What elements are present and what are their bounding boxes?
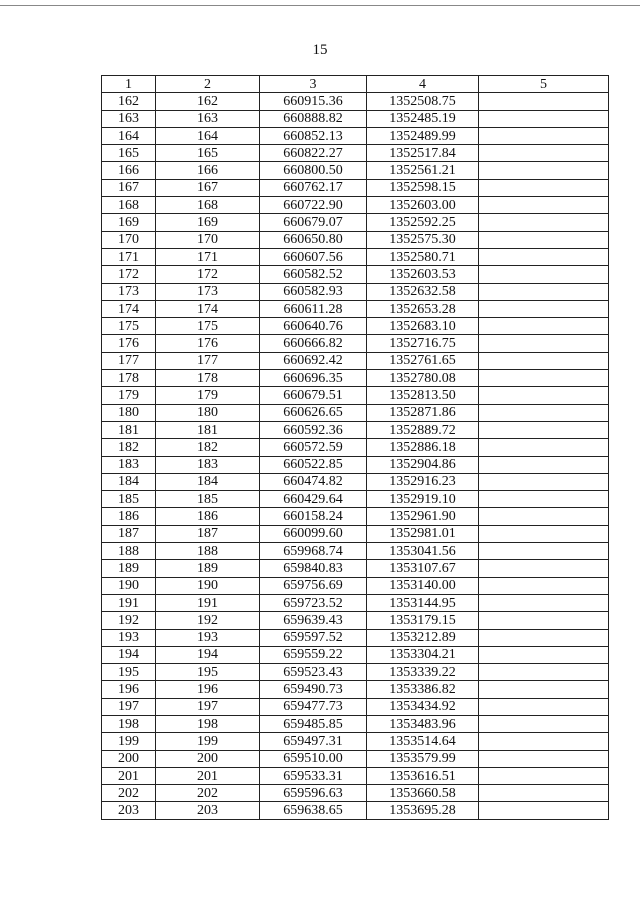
table-cell: 1353579.99 (367, 750, 479, 767)
table-cell: 192 (156, 612, 260, 629)
table-cell (479, 231, 609, 248)
table-row (102, 421, 609, 438)
table-cell: 1352761.65 (367, 352, 479, 369)
table-row (102, 767, 609, 784)
table-cell: 660888.82 (260, 110, 367, 127)
table-cell: 1352603.00 (367, 197, 479, 214)
table-cell (479, 629, 609, 646)
table-cell: 1353144.95 (367, 594, 479, 611)
table-cell (479, 767, 609, 784)
table-cell: 193 (102, 629, 156, 646)
table-cell: 183 (102, 456, 156, 473)
table-cell (479, 283, 609, 300)
table-row (102, 318, 609, 335)
table-cell: 659477.73 (260, 698, 367, 715)
table-cell: 1353514.64 (367, 733, 479, 750)
table-cell: 202 (156, 785, 260, 802)
table-row (102, 560, 609, 577)
table-cell: 1352916.23 (367, 473, 479, 490)
table-cell: 1352919.10 (367, 491, 479, 508)
table-cell: 173 (102, 283, 156, 300)
table-cell: 1353140.00 (367, 577, 479, 594)
table-row (102, 577, 609, 594)
table-cell: 660592.36 (260, 421, 367, 438)
table-cell: 1352603.53 (367, 266, 479, 283)
table-cell: 660650.80 (260, 231, 367, 248)
table-cell: 166 (156, 162, 260, 179)
table-cell: 180 (156, 404, 260, 421)
table-row (102, 404, 609, 421)
table-cell: 203 (102, 802, 156, 819)
table-cell: 1352632.58 (367, 283, 479, 300)
table-cell: 1352592.25 (367, 214, 479, 231)
table-cell: 170 (102, 231, 156, 248)
table-cell: 167 (102, 179, 156, 196)
table-body (102, 93, 609, 819)
table-row (102, 145, 609, 162)
table-row (102, 681, 609, 698)
table-cell (479, 473, 609, 490)
column-header: 3 (260, 76, 367, 93)
table-cell: 175 (102, 318, 156, 335)
top-rule (0, 5, 640, 6)
table-cell: 660666.82 (260, 335, 367, 352)
table-cell: 660640.76 (260, 318, 367, 335)
table-cell (479, 525, 609, 542)
table-cell: 179 (102, 387, 156, 404)
table-row (102, 733, 609, 750)
table-cell: 1352813.50 (367, 387, 479, 404)
table-row (102, 750, 609, 767)
table-cell (479, 785, 609, 802)
table-cell (479, 387, 609, 404)
table-cell: 1352780.08 (367, 370, 479, 387)
table-cell: 659533.31 (260, 767, 367, 784)
table-cell: 660722.90 (260, 197, 367, 214)
table-row (102, 231, 609, 248)
table-cell (479, 370, 609, 387)
table-cell (479, 179, 609, 196)
table-cell: 163 (156, 110, 260, 127)
table-cell: 1353107.67 (367, 560, 479, 577)
table-cell: 660692.42 (260, 352, 367, 369)
table-cell: 659490.73 (260, 681, 367, 698)
table-cell (479, 543, 609, 560)
table-cell: 173 (156, 283, 260, 300)
table-cell: 1352598.15 (367, 179, 479, 196)
table-cell (479, 715, 609, 732)
table-cell (479, 352, 609, 369)
table-cell: 202 (102, 785, 156, 802)
table-cell (479, 612, 609, 629)
table-row (102, 664, 609, 681)
table-cell: 659638.65 (260, 802, 367, 819)
table-cell: 181 (156, 421, 260, 438)
table-cell: 192 (102, 612, 156, 629)
table-cell: 1353434.92 (367, 698, 479, 715)
table-cell (479, 750, 609, 767)
table-cell: 195 (156, 664, 260, 681)
table-cell (479, 145, 609, 162)
table-cell: 200 (156, 750, 260, 767)
table-cell: 1352575.30 (367, 231, 479, 248)
table-row (102, 387, 609, 404)
table-cell: 1353386.82 (367, 681, 479, 698)
table-cell: 1352886.18 (367, 439, 479, 456)
table-cell: 1352716.75 (367, 335, 479, 352)
table-cell: 659968.74 (260, 543, 367, 560)
table-cell: 199 (102, 733, 156, 750)
table-cell: 189 (156, 560, 260, 577)
table-cell: 659497.31 (260, 733, 367, 750)
table-cell: 197 (102, 698, 156, 715)
column-header: 2 (156, 76, 260, 93)
table-cell: 1352653.28 (367, 300, 479, 317)
table-cell: 660762.17 (260, 179, 367, 196)
table-row (102, 646, 609, 663)
table-cell: 164 (156, 127, 260, 144)
table-cell: 1353304.21 (367, 646, 479, 663)
table-cell: 162 (102, 93, 156, 110)
table-cell (479, 404, 609, 421)
table-cell (479, 491, 609, 508)
table-cell: 163 (102, 110, 156, 127)
table-cell: 197 (156, 698, 260, 715)
table-cell: 1353339.22 (367, 664, 479, 681)
table-cell: 170 (156, 231, 260, 248)
table-cell: 660099.60 (260, 525, 367, 542)
table-row (102, 248, 609, 265)
table-row (102, 335, 609, 352)
table-cell (479, 508, 609, 525)
table-cell: 166 (102, 162, 156, 179)
coordinates-table (101, 75, 609, 820)
table-row (102, 456, 609, 473)
table-cell: 176 (156, 335, 260, 352)
table-cell: 174 (156, 300, 260, 317)
table-cell: 188 (156, 543, 260, 560)
table-cell: 201 (156, 767, 260, 784)
table-cell (479, 335, 609, 352)
table-cell: 172 (102, 266, 156, 283)
table-cell: 659510.00 (260, 750, 367, 767)
table-cell: 659723.52 (260, 594, 367, 611)
table-cell (479, 266, 609, 283)
table-cell: 660522.85 (260, 456, 367, 473)
table-cell: 184 (102, 473, 156, 490)
table-cell (479, 594, 609, 611)
table-cell: 177 (156, 352, 260, 369)
table-cell: 1352889.72 (367, 421, 479, 438)
table-row (102, 715, 609, 732)
table-cell (479, 456, 609, 473)
table-cell (479, 733, 609, 750)
table-cell: 195 (102, 664, 156, 681)
table-cell: 165 (102, 145, 156, 162)
table-cell: 660158.24 (260, 508, 367, 525)
table-cell: 203 (156, 802, 260, 819)
table-cell: 169 (102, 214, 156, 231)
table-cell: 1353212.89 (367, 629, 479, 646)
table-cell: 182 (156, 439, 260, 456)
table-cell: 660696.35 (260, 370, 367, 387)
table-row (102, 283, 609, 300)
table-row (102, 197, 609, 214)
table-row (102, 439, 609, 456)
table-cell: 660582.52 (260, 266, 367, 283)
table-cell (479, 664, 609, 681)
table-cell (479, 681, 609, 698)
table-cell: 194 (156, 646, 260, 663)
table-cell: 180 (102, 404, 156, 421)
table-cell: 660607.56 (260, 248, 367, 265)
table-cell: 660822.27 (260, 145, 367, 162)
table-cell: 1353483.96 (367, 715, 479, 732)
table-cell (479, 318, 609, 335)
table-cell: 659559.22 (260, 646, 367, 663)
table-cell: 176 (102, 335, 156, 352)
table-cell: 187 (156, 525, 260, 542)
table-cell: 659756.69 (260, 577, 367, 594)
table-cell: 168 (156, 197, 260, 214)
page-number: 15 (312, 42, 328, 58)
table-cell: 182 (102, 439, 156, 456)
table-row (102, 179, 609, 196)
table-row (102, 802, 609, 819)
table-cell: 1352871.86 (367, 404, 479, 421)
table-cell (479, 127, 609, 144)
table-cell: 178 (102, 370, 156, 387)
table-cell: 167 (156, 179, 260, 196)
column-header: 4 (367, 76, 479, 93)
column-header: 1 (102, 76, 156, 93)
table-cell: 171 (102, 248, 156, 265)
table-cell: 660915.36 (260, 93, 367, 110)
table-cell: 1352517.84 (367, 145, 479, 162)
table-cell (479, 214, 609, 231)
table-cell: 660679.51 (260, 387, 367, 404)
table-cell: 189 (102, 560, 156, 577)
table-cell: 175 (156, 318, 260, 335)
table-cell: 190 (102, 577, 156, 594)
table-cell: 181 (102, 421, 156, 438)
table-cell: 659639.43 (260, 612, 367, 629)
table-row (102, 110, 609, 127)
table-row (102, 491, 609, 508)
table-cell: 183 (156, 456, 260, 473)
table-cell: 194 (102, 646, 156, 663)
table-cell: 1352683.10 (367, 318, 479, 335)
table-cell: 1352580.71 (367, 248, 479, 265)
table-cell: 1352561.21 (367, 162, 479, 179)
table-cell (479, 421, 609, 438)
table-row (102, 473, 609, 490)
table-cell: 177 (102, 352, 156, 369)
table-cell: 190 (156, 577, 260, 594)
table-cell: 164 (102, 127, 156, 144)
table-header-row (102, 76, 609, 93)
table-cell: 659596.63 (260, 785, 367, 802)
table-row (102, 543, 609, 560)
table-cell: 178 (156, 370, 260, 387)
table-row (102, 93, 609, 110)
table-cell: 659840.83 (260, 560, 367, 577)
table-cell: 179 (156, 387, 260, 404)
table-cell: 199 (156, 733, 260, 750)
table-cell: 1353616.51 (367, 767, 479, 784)
table-cell: 1353041.56 (367, 543, 479, 560)
table-cell: 196 (102, 681, 156, 698)
table-cell: 659597.52 (260, 629, 367, 646)
table-cell: 162 (156, 93, 260, 110)
table-row (102, 508, 609, 525)
table-row (102, 300, 609, 317)
table-cell (479, 439, 609, 456)
table-cell: 1353695.28 (367, 802, 479, 819)
table-row (102, 352, 609, 369)
table-cell (479, 300, 609, 317)
table-cell: 169 (156, 214, 260, 231)
table-cell: 660679.07 (260, 214, 367, 231)
table-cell: 1352961.90 (367, 508, 479, 525)
table-cell: 1353660.58 (367, 785, 479, 802)
table-cell: 1353179.15 (367, 612, 479, 629)
table-cell: 168 (102, 197, 156, 214)
table-row (102, 629, 609, 646)
table-cell: 185 (156, 491, 260, 508)
table-cell (479, 162, 609, 179)
table-cell: 198 (156, 715, 260, 732)
table-row (102, 594, 609, 611)
table-row (102, 612, 609, 629)
table-cell: 1352489.99 (367, 127, 479, 144)
table-cell: 172 (156, 266, 260, 283)
table-cell (479, 802, 609, 819)
table-cell (479, 560, 609, 577)
table-cell: 1352508.75 (367, 93, 479, 110)
table-cell: 1352904.86 (367, 456, 479, 473)
table-cell: 660611.28 (260, 300, 367, 317)
table-cell: 188 (102, 543, 156, 560)
table-row (102, 698, 609, 715)
table-cell: 659523.43 (260, 664, 367, 681)
table-row (102, 127, 609, 144)
table-cell: 660474.82 (260, 473, 367, 490)
table-cell: 660429.64 (260, 491, 367, 508)
table-cell: 191 (102, 594, 156, 611)
table-cell: 1352485.19 (367, 110, 479, 127)
table-cell: 1352981.01 (367, 525, 479, 542)
table-cell: 165 (156, 145, 260, 162)
table-cell: 201 (102, 767, 156, 784)
table-row (102, 266, 609, 283)
column-header: 5 (479, 76, 609, 93)
table-cell (479, 93, 609, 110)
table-cell: 200 (102, 750, 156, 767)
table-cell (479, 248, 609, 265)
table-cell: 659485.85 (260, 715, 367, 732)
table-cell: 660852.13 (260, 127, 367, 144)
table-cell: 660572.59 (260, 439, 367, 456)
table-row (102, 785, 609, 802)
table-cell: 191 (156, 594, 260, 611)
table-cell: 184 (156, 473, 260, 490)
table-cell (479, 110, 609, 127)
table-cell: 660582.93 (260, 283, 367, 300)
table-cell: 185 (102, 491, 156, 508)
table-cell: 196 (156, 681, 260, 698)
table-cell: 660800.50 (260, 162, 367, 179)
table-cell: 186 (156, 508, 260, 525)
table-cell: 174 (102, 300, 156, 317)
table-cell: 660626.65 (260, 404, 367, 421)
table-cell: 171 (156, 248, 260, 265)
table-row (102, 162, 609, 179)
table-row (102, 525, 609, 542)
table-cell (479, 646, 609, 663)
table-row (102, 214, 609, 231)
table-cell: 198 (102, 715, 156, 732)
table-row (102, 370, 609, 387)
table-cell: 187 (102, 525, 156, 542)
table-cell: 186 (102, 508, 156, 525)
table-cell (479, 197, 609, 214)
table-cell (479, 698, 609, 715)
table-cell: 193 (156, 629, 260, 646)
table-cell (479, 577, 609, 594)
